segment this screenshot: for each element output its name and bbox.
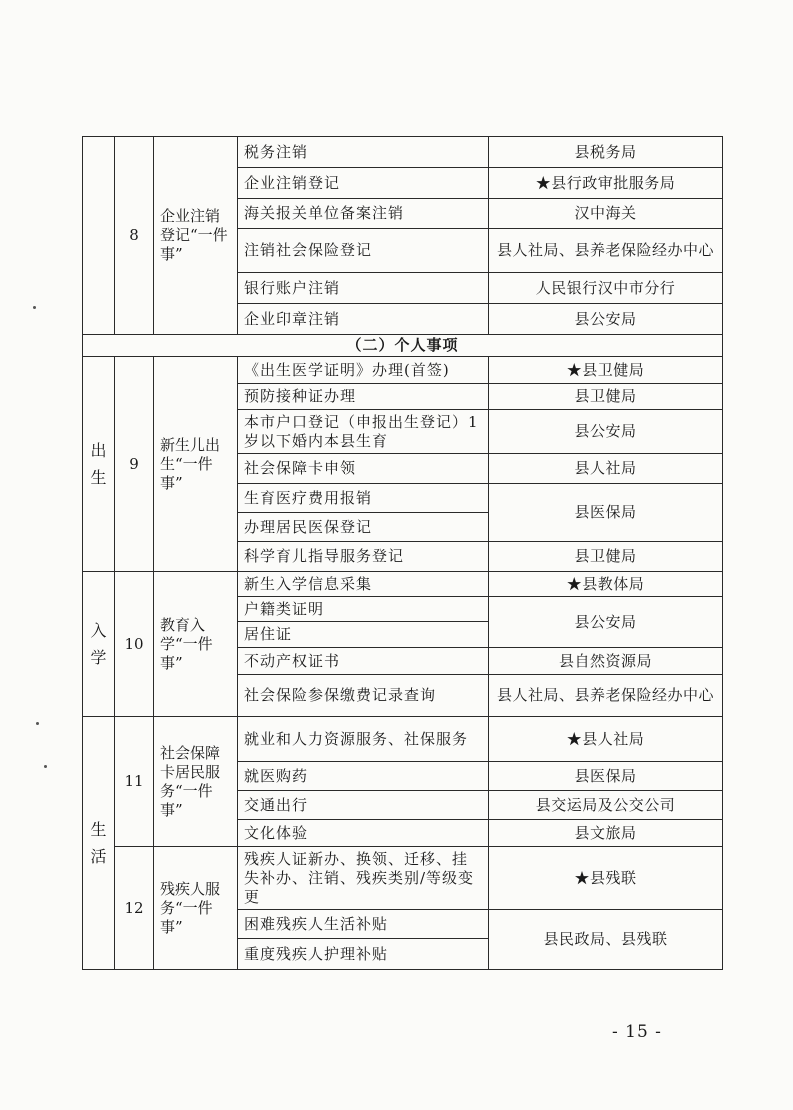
matter-name: 社会保障卡居民服务“一件事” <box>154 717 238 847</box>
sub-item: 户籍类证明 <box>238 597 489 622</box>
sub-item: 注销社会保险登记 <box>238 229 489 273</box>
sub-item: 重度残疾人护理补贴 <box>238 939 489 970</box>
table-row <box>83 357 723 384</box>
department: ★县残联 <box>489 847 723 910</box>
department: 县交运局及公交公司 <box>489 791 723 820</box>
sub-item: 就业和人力资源服务、社保服务 <box>238 717 489 762</box>
row-number: 12 <box>115 847 154 970</box>
department: ★县行政审批服务局 <box>489 168 723 199</box>
department: 县公安局 <box>489 597 723 648</box>
category-birth: 出生 <box>83 357 115 572</box>
department: 县人社局、县养老保险经办中心 <box>489 675 723 717</box>
department: 县卫健局 <box>489 384 723 410</box>
department: 人民银行汉中市分行 <box>489 273 723 304</box>
department: 县人社局、县养老保险经办中心 <box>489 229 723 273</box>
row-number: 9 <box>115 357 154 572</box>
row-number: 10 <box>115 572 154 717</box>
sub-item: 文化体验 <box>238 820 489 847</box>
sub-item: 办理居民医保登记 <box>238 513 489 542</box>
section-title: （二）个人事项 <box>83 335 723 357</box>
sub-item: 居住证 <box>238 622 489 648</box>
sub-item: 残疾人证新办、换领、迁移、挂失补办、注销、残疾类别/等级变更 <box>238 847 489 910</box>
department: ★县教体局 <box>489 572 723 597</box>
sub-item: 《出生医学证明》办理(首签) <box>238 357 489 384</box>
sub-item: 海关报关单位备案注销 <box>238 199 489 229</box>
row-number: 11 <box>115 717 154 847</box>
department: ★县人社局 <box>489 717 723 762</box>
sub-item: 困难残疾人生活补贴 <box>238 910 489 939</box>
sub-item: 税务注销 <box>238 137 489 168</box>
matter-name: 残疾人服务“一件事” <box>154 847 238 970</box>
department: 县民政局、县残联 <box>489 910 723 970</box>
department: 县税务局 <box>489 137 723 168</box>
category-cell-empty <box>83 137 115 335</box>
section-row <box>83 335 723 357</box>
sub-item: 本市户口登记（申报出生登记）1岁以下婚内本县生育 <box>238 410 489 454</box>
department: 县公安局 <box>489 304 723 335</box>
sub-item: 企业印章注销 <box>238 304 489 335</box>
sub-item: 科学育儿指导服务登记 <box>238 542 489 572</box>
sub-item: 新生入学信息采集 <box>238 572 489 597</box>
sub-item: 不动产权证书 <box>238 648 489 675</box>
matter-name: 企业注销登记“一件事” <box>154 137 238 335</box>
sub-item: 生育医疗费用报销 <box>238 484 489 513</box>
scan-speck <box>33 306 36 309</box>
table-row <box>83 717 723 762</box>
sub-item: 就医购药 <box>238 762 489 791</box>
department: 县公安局 <box>489 410 723 454</box>
service-table <box>82 136 723 970</box>
page-number: - 15 - <box>612 1022 662 1042</box>
department: 县文旅局 <box>489 820 723 847</box>
table-row <box>83 572 723 597</box>
row-number: 8 <box>115 137 154 335</box>
sub-item: 企业注销登记 <box>238 168 489 199</box>
table-row <box>83 847 723 910</box>
matter-name: 新生儿出生“一件事” <box>154 357 238 572</box>
scan-speck <box>36 722 39 725</box>
category-life: 生活 <box>83 717 115 970</box>
department: 县自然资源局 <box>489 648 723 675</box>
department: 县人社局 <box>489 454 723 484</box>
matter-name: 教育入学“一件事” <box>154 572 238 717</box>
category-school: 入学 <box>83 572 115 717</box>
department: 县医保局 <box>489 484 723 542</box>
sub-item: 预防接种证办理 <box>238 384 489 410</box>
department: 汉中海关 <box>489 199 723 229</box>
scan-speck <box>44 765 47 768</box>
department: 县卫健局 <box>489 542 723 572</box>
sub-item: 社会保险参保缴费记录查询 <box>238 675 489 717</box>
table-row <box>83 137 723 168</box>
sub-item: 社会保障卡申领 <box>238 454 489 484</box>
sub-item: 交通出行 <box>238 791 489 820</box>
department: ★县卫健局 <box>489 357 723 384</box>
department: 县医保局 <box>489 762 723 791</box>
sub-item: 银行账户注销 <box>238 273 489 304</box>
